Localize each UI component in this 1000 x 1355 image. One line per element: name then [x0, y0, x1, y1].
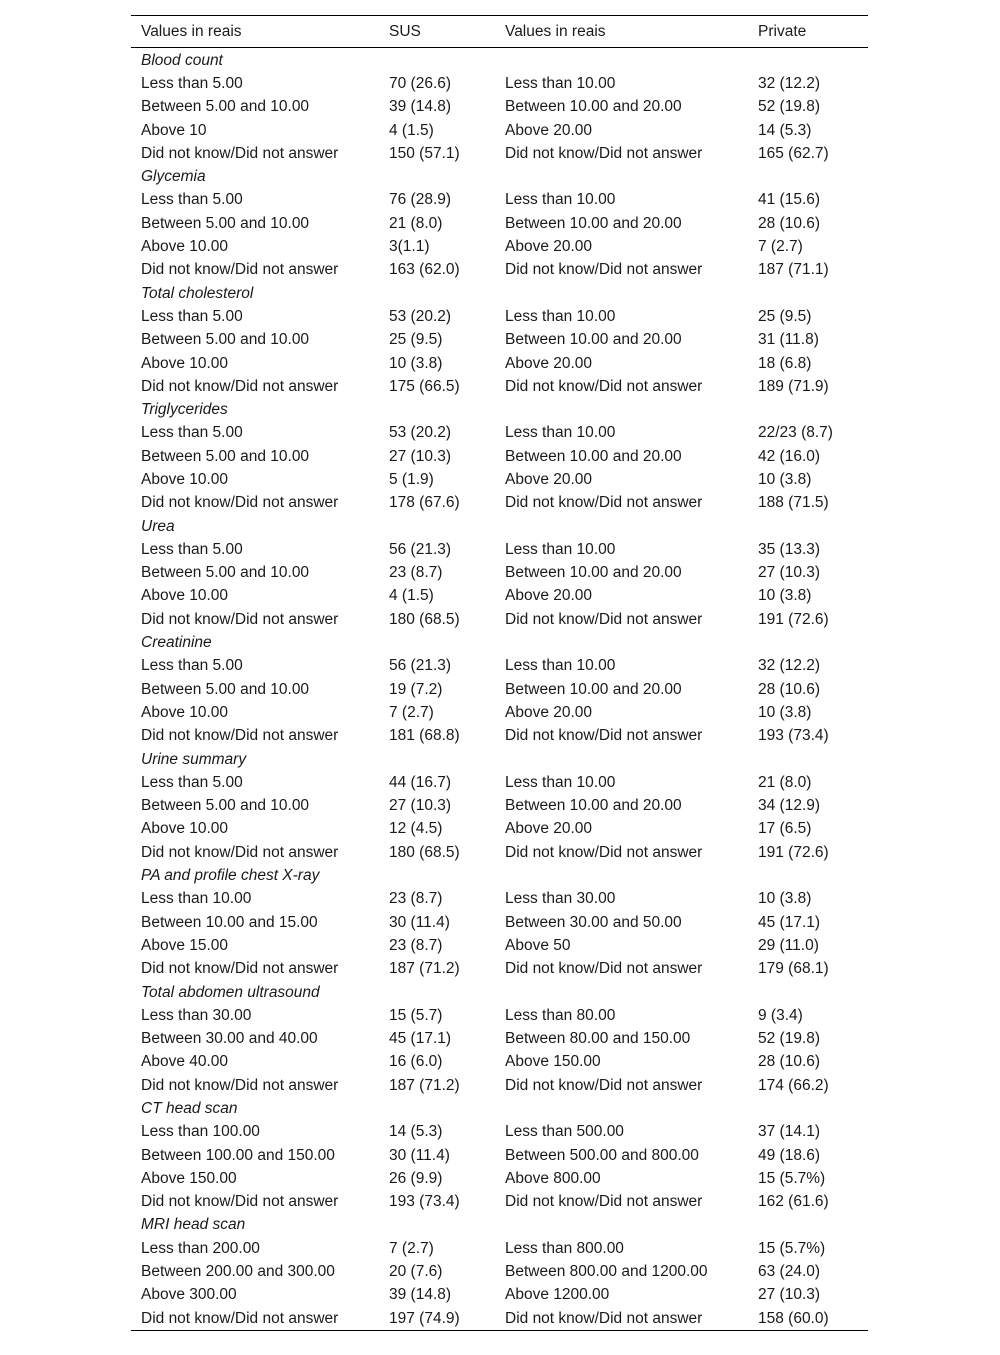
- cell-private-count: 42 (16.0): [758, 447, 821, 465]
- cell-sus-count: 21 (8.0): [389, 214, 443, 232]
- section-title: CT head scan: [141, 1100, 238, 1117]
- table-row: [131, 1260, 868, 1283]
- table-row: [131, 96, 868, 119]
- cell-private-range: Above 20.00: [505, 703, 593, 721]
- cell-sus-count: 30 (11.4): [389, 1146, 450, 1164]
- table-row: [131, 235, 868, 258]
- cell-private-range: Between 500.00 and 800.00: [505, 1146, 699, 1164]
- cell-private-count: 32 (12.2): [758, 657, 821, 675]
- cell-private-count: 165 (62.7): [758, 144, 829, 162]
- cell-private-range: Above 800.00: [505, 1169, 601, 1187]
- cell-sus-range: Above 10.00: [141, 703, 229, 721]
- section-header-row: [131, 1214, 868, 1237]
- cell-private-count: 7 (2.7): [758, 238, 803, 256]
- cell-sus-range: Did not know/Did not answer: [141, 727, 339, 745]
- table-row: [131, 795, 868, 818]
- cell-sus-count: 4 (1.5): [389, 121, 434, 139]
- table-row: [131, 119, 868, 142]
- table-row: [131, 818, 868, 841]
- cell-private-range: Less than 10.00: [505, 424, 616, 442]
- section-header-row: [131, 48, 868, 73]
- table-row: [131, 585, 868, 608]
- section-title: Urea: [141, 517, 175, 535]
- cell-private-count: 49 (18.6): [758, 1146, 821, 1164]
- cell-sus-count: 53 (20.2): [389, 307, 452, 325]
- section-title: Urine summary: [141, 750, 247, 768]
- cell-private-range: Did not know/Did not answer: [505, 1076, 703, 1094]
- cell-private-range: Above 20.00: [505, 587, 593, 605]
- cell-private-count: 34 (12.9): [758, 797, 821, 815]
- cell-sus-count: 19 (7.2): [389, 680, 443, 698]
- cell-private-range: Did not know/Did not answer: [505, 960, 703, 978]
- cell-private-range: Less than 500.00: [505, 1123, 624, 1141]
- cell-sus-range: Above 300.00: [141, 1286, 237, 1304]
- section-header-row: [131, 981, 868, 1004]
- cell-private-range: Above 20.00: [505, 121, 593, 139]
- cell-private-range: Above 150.00: [505, 1053, 601, 1071]
- cell-private-range: Less than 80.00: [505, 1006, 616, 1024]
- cell-sus-range: Above 10: [141, 121, 207, 139]
- cell-sus-range: Above 40.00: [141, 1053, 229, 1071]
- cell-sus-range: Above 10.00: [141, 238, 229, 256]
- table-row: [131, 259, 868, 282]
- cell-private-count: 52 (19.8): [758, 1030, 821, 1048]
- cell-sus-range: Did not know/Did not answer: [141, 1309, 339, 1327]
- table-row: [131, 911, 868, 934]
- cell-private-range: Above 20.00: [505, 354, 593, 372]
- cell-sus-range: Less than 5.00: [141, 657, 243, 675]
- cell-sus-range: Above 10.00: [141, 470, 229, 488]
- cell-sus-range: Did not know/Did not answer: [141, 144, 339, 162]
- table-row: [131, 1191, 868, 1214]
- section-header-row: [131, 1097, 868, 1120]
- table-row: [131, 1121, 868, 1144]
- cell-private-range: Did not know/Did not answer: [505, 377, 703, 395]
- cell-sus-count: 23 (8.7): [389, 564, 443, 582]
- cell-private-count: 21 (8.0): [758, 773, 812, 791]
- cell-private-count: 17 (6.5): [758, 820, 812, 838]
- cell-sus-count: 30 (11.4): [389, 913, 450, 931]
- cell-private-count: 191 (72.6): [758, 843, 829, 861]
- cell-sus-count: 56 (21.3): [389, 657, 452, 675]
- cell-sus-range: Did not know/Did not answer: [141, 843, 339, 861]
- cell-private-count: 28 (10.6): [758, 214, 821, 232]
- table-row: [131, 142, 868, 165]
- cell-private-range: Less than 10.00: [505, 307, 616, 325]
- cell-sus-count: 12 (4.5): [389, 820, 443, 838]
- section-header-row: [131, 165, 868, 188]
- cell-sus-range: Did not know/Did not answer: [141, 1193, 339, 1211]
- cell-private-count: 15 (5.7%): [758, 1239, 826, 1257]
- header-sus: SUS: [389, 22, 421, 40]
- cell-private-range: Between 30.00 and 50.00: [505, 913, 682, 931]
- cell-sus-count: 44 (16.7): [389, 773, 452, 791]
- cell-sus-count: 39 (14.8): [389, 98, 452, 116]
- table-row: [131, 422, 868, 445]
- cell-sus-range: Between 5.00 and 10.00: [141, 447, 310, 465]
- table-row: [131, 678, 868, 701]
- table-row: [131, 655, 868, 678]
- table-row: [131, 1144, 868, 1167]
- section-header-row: [131, 864, 868, 887]
- cell-private-count: 193 (73.4): [758, 727, 829, 745]
- cell-sus-range: Between 10.00 and 15.00: [141, 913, 318, 931]
- table-row: [131, 562, 868, 585]
- cell-private-count: 28 (10.6): [758, 680, 821, 698]
- cell-private-range: Less than 10.00: [505, 773, 616, 791]
- cell-sus-range: Less than 5.00: [141, 424, 243, 442]
- cell-private-range: Between 800.00 and 1200.00: [505, 1263, 708, 1281]
- cell-sus-count: 193 (73.4): [389, 1193, 460, 1211]
- cell-private-count: 22/23 (8.7): [758, 424, 833, 442]
- cell-private-count: 191 (72.6): [758, 610, 829, 628]
- cell-sus-range: Did not know/Did not answer: [141, 377, 339, 395]
- cell-private-count: 9 (3.4): [758, 1006, 803, 1024]
- table-row: [131, 445, 868, 468]
- cell-sus-range: Did not know/Did not answer: [141, 610, 339, 628]
- cell-private-range: Less than 800.00: [505, 1239, 624, 1257]
- cell-sus-count: 23 (8.7): [389, 890, 443, 908]
- cell-sus-count: 197 (74.9): [389, 1309, 460, 1327]
- section-title: Total abdomen ultrasound: [141, 983, 320, 1001]
- cell-private-range: Did not know/Did not answer: [505, 610, 703, 628]
- cell-private-count: 10 (3.8): [758, 703, 812, 721]
- cell-private-count: 179 (68.1): [758, 960, 829, 978]
- cell-private-range: Above 50: [505, 936, 571, 954]
- table-row: [131, 1167, 868, 1190]
- cell-private-count: 10 (3.8): [758, 470, 812, 488]
- cell-sus-range: Between 5.00 and 10.00: [141, 797, 310, 815]
- cell-private-range: Less than 10.00: [505, 74, 616, 92]
- cell-sus-range: Between 200.00 and 300.00: [141, 1263, 335, 1281]
- cell-private-count: 15 (5.7%): [758, 1169, 826, 1187]
- table-row: [131, 352, 868, 375]
- cell-sus-count: 187 (71.2): [389, 1076, 460, 1094]
- cell-private-count: 189 (71.9): [758, 377, 829, 395]
- section-header-row: [131, 748, 868, 771]
- cell-sus-count: 3(1.1): [389, 238, 430, 256]
- cell-private-range: Between 10.00 and 20.00: [505, 331, 682, 349]
- cell-sus-range: Between 5.00 and 10.00: [141, 214, 310, 232]
- cell-private-count: 27 (10.3): [758, 564, 821, 582]
- section-title: PA and profile chest X-ray: [141, 867, 320, 885]
- header-values-sus: Values in reais: [141, 22, 242, 40]
- cell-sus-range: Between 5.00 and 10.00: [141, 564, 310, 582]
- section-title: Triglycerides: [141, 401, 228, 419]
- cell-sus-range: Less than 30.00: [141, 1006, 252, 1024]
- cell-sus-range: Above 15.00: [141, 936, 229, 954]
- section-title: MRI head scan: [141, 1216, 246, 1234]
- cell-sus-range: Less than 100.00: [141, 1123, 260, 1141]
- cell-sus-count: 56 (21.3): [389, 540, 452, 558]
- cell-sus-count: 14 (5.3): [389, 1123, 443, 1141]
- cell-private-count: 27 (10.3): [758, 1286, 821, 1304]
- table-body: [131, 48, 868, 1331]
- section-title: Total cholesterol: [141, 284, 254, 302]
- table-row: [131, 888, 868, 911]
- cell-sus-range: Less than 5.00: [141, 773, 243, 791]
- cell-sus-range: Did not know/Did not answer: [141, 960, 339, 978]
- cell-sus-count: 25 (9.5): [389, 331, 443, 349]
- cell-sus-count: 20 (7.6): [389, 1263, 443, 1281]
- cell-sus-count: 7 (2.7): [389, 703, 434, 721]
- cell-private-range: Between 80.00 and 150.00: [505, 1030, 691, 1048]
- cell-sus-count: 150 (57.1): [389, 144, 460, 162]
- section-title: Creatinine: [141, 634, 212, 652]
- cell-private-count: 187 (71.1): [758, 261, 829, 279]
- cell-private-count: 31 (11.8): [758, 331, 819, 349]
- section-header-row: [131, 282, 868, 305]
- cell-private-range: Did not know/Did not answer: [505, 1193, 703, 1211]
- section-title: Glycemia: [141, 168, 206, 186]
- table-row: [131, 468, 868, 491]
- table-row: [131, 1284, 868, 1307]
- cell-sus-range: Did not know/Did not answer: [141, 1076, 339, 1094]
- cell-private-count: 32 (12.2): [758, 74, 821, 92]
- cell-sus-count: 175 (66.5): [389, 377, 460, 395]
- cell-private-count: 162 (61.6): [758, 1193, 829, 1211]
- header-private: Private: [758, 22, 807, 40]
- table-row: [131, 375, 868, 398]
- table-row: [131, 841, 868, 864]
- cell-private-count: 174 (66.2): [758, 1076, 829, 1094]
- header-row: [131, 16, 868, 48]
- cell-sus-range: Between 30.00 and 40.00: [141, 1030, 318, 1048]
- cell-sus-range: Between 5.00 and 10.00: [141, 98, 310, 116]
- table-row: [131, 1237, 868, 1260]
- cell-sus-count: 39 (14.8): [389, 1286, 452, 1304]
- cell-private-range: Between 10.00 and 20.00: [505, 797, 682, 815]
- table-row: [131, 538, 868, 561]
- table-row: [131, 934, 868, 957]
- cell-sus-range: Above 10.00: [141, 354, 229, 372]
- data-table-container: [131, 15, 868, 1331]
- cell-sus-count: 27 (10.3): [389, 797, 452, 815]
- section-header-row: [131, 515, 868, 538]
- cell-private-range: Above 20.00: [505, 470, 593, 488]
- cell-sus-count: 70 (26.6): [389, 74, 452, 92]
- cell-sus-count: 180 (68.5): [389, 843, 460, 861]
- cell-private-count: 63 (24.0): [758, 1263, 821, 1281]
- cell-sus-count: 163 (62.0): [389, 261, 460, 279]
- table-row: [131, 1074, 868, 1097]
- table-header: [131, 16, 868, 48]
- cell-private-range: Less than 10.00: [505, 657, 616, 675]
- section-title: Blood count: [141, 51, 223, 69]
- table-row: [131, 1027, 868, 1050]
- table-row: [131, 771, 868, 794]
- cell-sus-range: Less than 200.00: [141, 1239, 260, 1257]
- table-row: [131, 958, 868, 981]
- section-header-row: [131, 398, 868, 421]
- cell-sus-count: 16 (6.0): [389, 1053, 443, 1071]
- cell-private-range: Between 10.00 and 20.00: [505, 98, 682, 116]
- cell-private-count: 10 (3.8): [758, 890, 812, 908]
- cell-sus-count: 15 (5.7): [389, 1006, 443, 1024]
- cell-private-count: 35 (13.3): [758, 540, 821, 558]
- cell-sus-count: 76 (28.9): [389, 191, 452, 209]
- cell-private-count: 10 (3.8): [758, 587, 812, 605]
- cell-private-count: 18 (6.8): [758, 354, 812, 372]
- cell-sus-range: Above 10.00: [141, 587, 229, 605]
- table-row: [131, 1004, 868, 1027]
- table-row: [131, 189, 868, 212]
- cell-private-range: Less than 30.00: [505, 890, 616, 908]
- cell-private-range: Did not know/Did not answer: [505, 494, 703, 512]
- cell-sus-count: 7 (2.7): [389, 1239, 434, 1257]
- cell-private-range: Did not know/Did not answer: [505, 727, 703, 745]
- cell-sus-range: Above 150.00: [141, 1169, 237, 1187]
- cell-private-count: 37 (14.1): [758, 1123, 821, 1141]
- cell-sus-range: Above 10.00: [141, 820, 229, 838]
- cell-private-range: Did not know/Did not answer: [505, 261, 703, 279]
- cell-sus-range: Less than 5.00: [141, 307, 243, 325]
- cell-private-count: 188 (71.5): [758, 494, 829, 512]
- cell-private-range: Between 10.00 and 20.00: [505, 214, 682, 232]
- cell-sus-range: Less than 5.00: [141, 191, 243, 209]
- cell-sus-count: 180 (68.5): [389, 610, 460, 628]
- cell-sus-count: 178 (67.6): [389, 494, 460, 512]
- cell-sus-count: 53 (20.2): [389, 424, 452, 442]
- table-row: [131, 329, 868, 352]
- cell-sus-count: 27 (10.3): [389, 447, 452, 465]
- cell-sus-count: 181 (68.8): [389, 727, 460, 745]
- cell-sus-range: Did not know/Did not answer: [141, 494, 339, 512]
- header-values-private: Values in reais: [505, 22, 606, 40]
- cell-private-count: 45 (17.1): [758, 913, 821, 931]
- cell-private-count: 52 (19.8): [758, 98, 821, 116]
- cell-sus-range: Less than 5.00: [141, 540, 243, 558]
- cell-sus-count: 187 (71.2): [389, 960, 460, 978]
- cell-private-range: Did not know/Did not answer: [505, 144, 703, 162]
- cell-private-range: Less than 10.00: [505, 540, 616, 558]
- table-row: [131, 725, 868, 748]
- table-row: [131, 72, 868, 95]
- cell-sus-count: 10 (3.8): [389, 354, 443, 372]
- cell-private-range: Above 20.00: [505, 238, 593, 256]
- cell-sus-range: Between 5.00 and 10.00: [141, 680, 310, 698]
- cell-sus-range: Less than 5.00: [141, 74, 243, 92]
- cell-private-range: Between 10.00 and 20.00: [505, 564, 682, 582]
- cell-private-range: Between 10.00 and 20.00: [505, 447, 682, 465]
- cell-private-range: Between 10.00 and 20.00: [505, 680, 682, 698]
- section-header-row: [131, 631, 868, 654]
- cell-private-count: 158 (60.0): [758, 1309, 829, 1327]
- cell-sus-range: Less than 10.00: [141, 890, 252, 908]
- cell-sus-range: Between 100.00 and 150.00: [141, 1146, 335, 1164]
- cell-private-count: 25 (9.5): [758, 307, 812, 325]
- cell-private-count: 29 (11.0): [758, 936, 819, 954]
- cell-sus-count: 45 (17.1): [389, 1030, 452, 1048]
- cell-private-range: Did not know/Did not answer: [505, 1309, 703, 1327]
- table-row: [131, 305, 868, 328]
- cell-sus-range: Between 5.00 and 10.00: [141, 331, 310, 349]
- cell-private-count: 28 (10.6): [758, 1053, 821, 1071]
- table-row: [131, 212, 868, 235]
- table-row: [131, 1307, 868, 1331]
- cell-private-range: Above 20.00: [505, 820, 593, 838]
- table-row: [131, 492, 868, 515]
- cell-private-range: Less than 10.00: [505, 191, 616, 209]
- table-row: [131, 1051, 868, 1074]
- cell-sus-count: 5 (1.9): [389, 470, 434, 488]
- table-row: [131, 701, 868, 724]
- table-row: [131, 608, 868, 631]
- cell-sus-count: 23 (8.7): [389, 936, 443, 954]
- cell-private-range: Did not know/Did not answer: [505, 843, 703, 861]
- cell-private-count: 41 (15.6): [758, 191, 821, 209]
- cell-private-range: Above 1200.00: [505, 1286, 610, 1304]
- cell-sus-range: Did not know/Did not answer: [141, 261, 339, 279]
- exam-prices-table: [131, 15, 868, 1331]
- cell-sus-count: 26 (9.9): [389, 1169, 443, 1187]
- cell-sus-count: 4 (1.5): [389, 587, 434, 605]
- cell-private-count: 14 (5.3): [758, 121, 812, 139]
